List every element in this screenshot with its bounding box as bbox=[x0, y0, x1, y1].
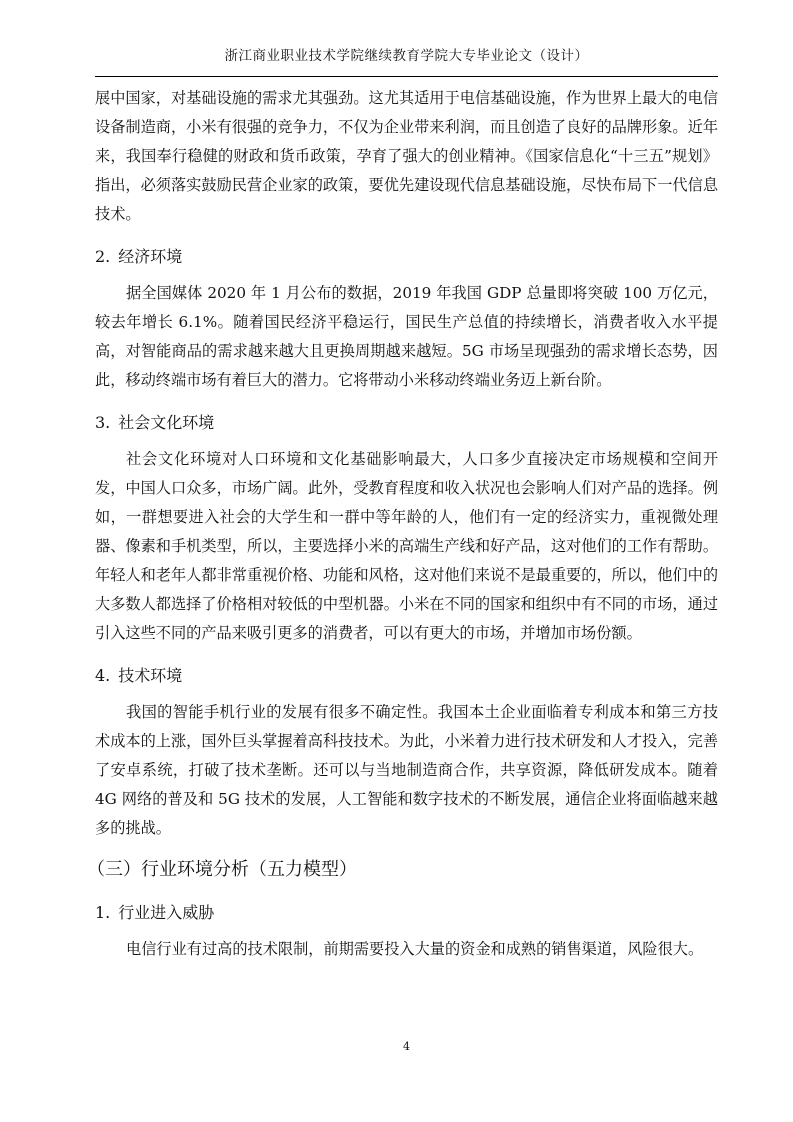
heading-number: 4. bbox=[95, 666, 111, 685]
heading-industry-analysis: （三）行业环境分析（五力模型） bbox=[87, 859, 357, 880]
heading-text: 社会文化环境 bbox=[118, 413, 215, 432]
paragraph-economic: 据全国媒体 2020 年 1 月公布的数据，2019 年我国 GDP 总量即将突破 100 万亿元，较去年增长 6.1%。随着国民经济平稳运行，国民生产总值的持续增长，消费者收入水平提高，对智能商品的需求越来越大且更换周期越来越短。5G 市场呈现强劲的需求增长态势，因此，移动终端市场有着巨大的潜力。它将带动小米移动终端业务迈上新台阶。 bbox=[95, 284, 718, 389]
heading-text: 技术环境 bbox=[118, 666, 183, 685]
paragraph-entry: 电信行业有过高的技术限制，前期需要投入大量的资金和成熟的销售渠道，风险很大。 bbox=[126, 940, 704, 958]
heading-entry-threat bbox=[95, 899, 718, 927]
heading-number: 2. bbox=[95, 247, 111, 266]
running-header: 浙江商业职业技术学院继续教育学院大专毕业论文（设计） bbox=[224, 48, 589, 64]
heading-number: 3. bbox=[95, 413, 111, 432]
page-body bbox=[87, 84, 718, 964]
paragraph-intro: 展中国家，对基础设施的需求尤其强劲。这尤其适用于电信基础设施，作为世界上最大的电信设备制造商，小米有很强的竞争力，不仅为企业带来利润，而且创造了良好的品牌形象。近年来，我国奉行稳健的财政和货币政策，孕育了强大的创业精神。《国家信息化“十三五”规划》指出，必须落实鼓励民营企业家的政策，要优先建设现代信息基础设施，尽快布局下一代信息技术。 bbox=[95, 89, 718, 223]
paragraph-technology: 我国的智能手机行业的发展有很多不确定性。我国本土企业面临着专利成本和第三方技术成本的上涨，国外巨头掌握着高科技技术。为此，小米着力进行技术研发和人才投入，完善了安卓系统，打破了技术垄断。还可以与当地制造商合作，共享资源，降低研发成本。随着 4G 网络的普及和 5G 技术的发展，人工智能和数字技术的不断发展，通信企业将面临越来越多的挑战。 bbox=[95, 703, 718, 837]
paragraph-social: 社会文化环境对人口环境和文化基础影响最大，人口多少直接决定市场规模和空间开发，中国人口众多，市场广阔。此外，受教育程度和收入状况也会影响人们对产品的选择。例如，一群想要进入社会的大学生和一群中等年龄的人，他们有一定的经济实力，重视微处理器、像素和手机类型，所以，主要选择小米的高端生产线和好产品，这对他们的工作有帮助。年轻人和老年人都非常重视价格、功能和风格，这对他们来说不是最重要的，所以，他们中的大多数人都选择了价格相对较低的中型机器。小米在不同的国家和组织中有不同的市场，通过引入这些不同的产品来吸引更多的消费者，可以有更大的市场，并增加市场份额。 bbox=[95, 450, 718, 642]
heading-text: 经济环境 bbox=[118, 247, 183, 266]
heading-number: 1. bbox=[95, 903, 111, 922]
heading-social-culture-environment bbox=[95, 409, 718, 437]
heading-text: 行业进入威胁 bbox=[118, 903, 215, 922]
page-number: 4 bbox=[403, 1040, 410, 1053]
header-divider bbox=[95, 76, 718, 77]
heading-technology-environment bbox=[95, 662, 718, 690]
heading-economic-environment bbox=[95, 243, 718, 271]
